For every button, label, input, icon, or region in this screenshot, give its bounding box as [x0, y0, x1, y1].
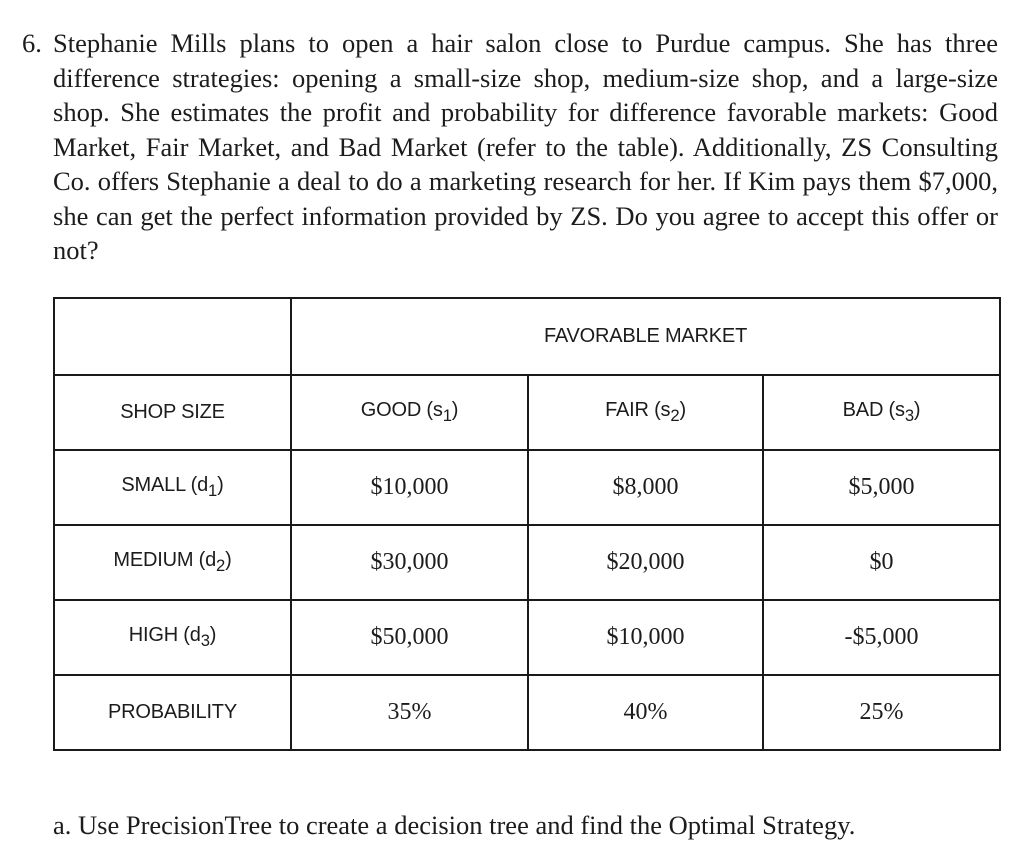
question-a: a. Use PrecisionTree to create a decision tree and find the Optimal Strategy.	[53, 810, 856, 840]
cell-probability-bad: 25%	[763, 675, 1000, 750]
cell-medium-bad: $0	[763, 525, 1000, 600]
table-group-header-row	[54, 298, 1000, 375]
payoff-table	[53, 297, 1001, 751]
problem-number: 6.	[22, 28, 42, 58]
column-header-good: GOOD $(s_1)$	[291, 375, 528, 450]
table-row-probability	[54, 675, 1000, 750]
cell-small-good: $10,000	[291, 450, 528, 525]
cell-high-fair: $10,000	[528, 600, 763, 675]
cell-medium-fair: $20,000	[528, 525, 763, 600]
table-row-small	[54, 450, 1000, 525]
cell-small-bad: $5,000	[763, 450, 1000, 525]
table-row-high	[54, 600, 1000, 675]
table-row-medium	[54, 525, 1000, 600]
column-header-bad: BAD $(s_3)$	[763, 375, 1000, 450]
shop-size-header: SHOP SIZE	[54, 375, 291, 450]
column-header-fair: FAIR $(s_2)$	[528, 375, 763, 450]
cell-probability-fair: 40%	[528, 675, 763, 750]
row-label-probability: PROBABILITY	[54, 675, 291, 750]
row-label-small: SMALL $(d_1)$	[54, 450, 291, 525]
cell-medium-good: $30,000	[291, 525, 528, 600]
table-corner-cell	[54, 298, 291, 375]
cell-small-fair: $8,000	[528, 450, 763, 525]
cell-high-good: $50,000	[291, 600, 528, 675]
table-column-header-row	[54, 375, 1000, 450]
problem-text: Stephanie Mills plans to open a hair salon close to Purdue campus. She has three difference strategies: opening a small-size shop, medium-size shop, and a large-size shop. She estimates the profit and probability for difference favorable markets: Good Market, Fair Market, and Bad Market (refer to the table). Additionally, ZS Consulting Co. offers Stephanie a deal to do a marketing research for her. If Kim pays them $7,000, she can get the perfect information provided by ZS. Do you agree to accept this offer or not?	[53, 28, 998, 265]
cell-high-bad: -$5,000	[763, 600, 1000, 675]
favorable-market-header: FAVORABLE MARKET	[291, 298, 1000, 375]
problem-statement	[22, 26, 998, 268]
cell-probability-good: 35%	[291, 675, 528, 750]
row-label-high: HIGH $(d_3)$	[54, 600, 291, 675]
row-label-medium: MEDIUM $(d_2)$	[54, 525, 291, 600]
